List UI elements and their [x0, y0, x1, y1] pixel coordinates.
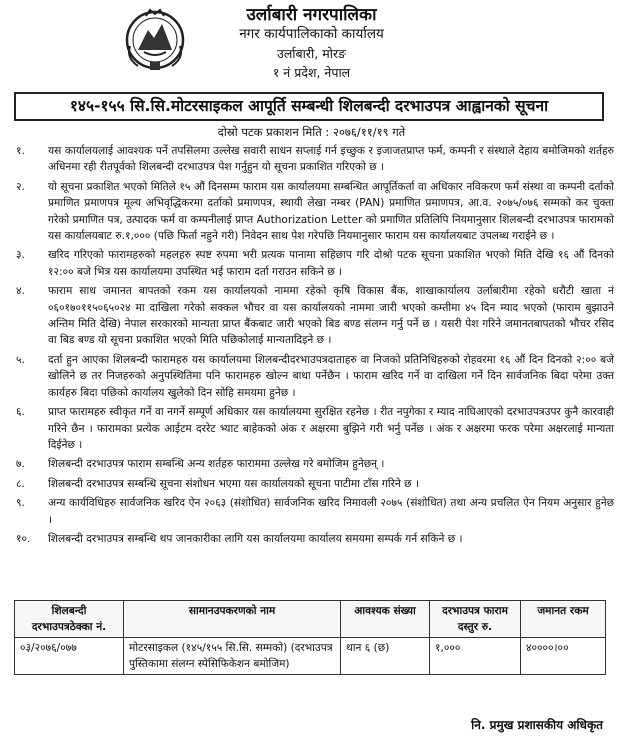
- item-number: १.: [16, 145, 25, 157]
- list-item: [10, 456, 614, 472]
- municipality-name: उर्लाबारी नगरपालिका: [246, 5, 377, 25]
- publication-date: दोस्रो पटक प्रकाशन मिति : २०७६/११/१९ गते: [217, 125, 406, 139]
- item-text: फाराम साथ जमानत बापतको रकम यस कार्यालयको नाममा रहेको कृषि विकास बैंक, शाखाकार्यालय उर्लाबारीमा रहेको धरौटी खाता नं ०६०१७०११५०६५०२४ मा दाखिला गरेको सक्कल भौचर वा यस कार्यालयको नाममा जारी भएको कम्तीमा ४५ दिन म्याद भएको (फाराम बुझाउने अन्तिम मिति देखि) नेपाल सरकारको मान्यता प्राप्त बैंकबाट जारी भएको बिड बण्ड संलग्न गर्नु पर्ने छ । यसरी पेश गरिने जमानतबापतको भौचर रसिद वा बिड बण्ड यो सूचना प्रकाशित भएको मिति पछिकोलाई मान्यतादिइने छ ।: [48, 285, 614, 347]
- province-line: १ नं प्रदेश, नेपाल: [272, 65, 351, 80]
- office-name: नगर कार्यपालिकाको कार्यालय: [239, 26, 384, 42]
- office-address: उर्लाबारी, मोरङ: [276, 46, 347, 61]
- item-text: यस कार्यालयलाई आवश्यक पर्ने तपसिलमा उल्लेख सवारी साधन सप्लाई गर्न इच्छुक र इजाजतप्राप्त फर्म, कम्पनी र संस्थाले देहाय बमोजिमको शर्तहरु अधिनमा रही रीतपूर्वको शिलबन्दी दरभाउपत्र पेश गर्नुहुन यो सूचना प्रकाशित गरिएको छ ।: [48, 145, 614, 174]
- item-text: शिलबन्दी दरभाउपत्र सम्बन्धि सूचना संशोधन भएमा यस कार्यालयको सूचना पाटीमा टाँस गरिने छ ।: [48, 477, 419, 490]
- signatory-title: नि. प्रमुख प्रशासकीय अधिकृत: [471, 718, 603, 732]
- table-row: [15, 638, 606, 675]
- cell-item-name: मोटरसाइकल (१४५/१५५ सि.सि. सम्मको) (दरभाउपत्र पुस्तिकामा संलग्न स्पेसिफिकेशन बमोजिम): [124, 638, 341, 675]
- cell-form-fee: १,०००: [430, 638, 521, 675]
- header-quantity: आवश्यक संख्या: [341, 601, 430, 638]
- item-text: शिलबन्दी दरभाउपत्र फाराम सम्बन्धि अन्य शर्तहरु फाराममा उल्लेख गरे बमोजिम हुनेछन् ।: [48, 458, 385, 471]
- list-item: [10, 247, 614, 280]
- list-item: [10, 179, 614, 245]
- table-header-row: [15, 601, 606, 638]
- list-item: [10, 143, 614, 176]
- tender-table: [14, 600, 606, 675]
- list-item: [10, 476, 614, 492]
- office-header: [0, 6, 623, 82]
- conditions-list: [10, 143, 614, 550]
- list-item: [10, 495, 614, 528]
- item-number: ३.: [16, 249, 25, 262]
- item-number: १०.: [16, 532, 31, 545]
- item-number: ६.: [16, 406, 25, 419]
- notice-title: १४५-१५५ सि.सि.मोटरसाइकल आपूर्ति सम्बन्धी शिलबन्दी दरभाउपत्र आह्वानको सूचना: [14, 92, 604, 121]
- list-item: [10, 404, 614, 453]
- item-text: यो सूचना प्रकाशित भएको मितिले १५ औं दिनसम्म फाराम यस कार्यालयमा सम्बन्धित आपूर्तिकर्ता वा अधिकार नविकरण फर्म संस्था वा कम्पनी दर्ताको प्रमाणित प्रमाणपत्र मूल्य अभिवृद्धिकरमा दर्ताको प्रमाणपत्र, स्थायी लेखा नम्बर (PAN) प्रमाणित प्रमाणपत्र, आ.व. २०७५/०७६ सम्मको कर चुक्ता गरेको प्रमाणित पत्र, उत्पादक फर्म वा कम्पनीलाई प्राप्त Authorization Letter को प्रमाणित प्रतिलिपि नियमानुसार शिलबन्दी दरभाउपत्र फारामको यस कार्यालयबाट रु.१,००० (पछि फिर्ता नहुने गरी) निवेदन साथ पेश गरेपछि नियमानुसार फाराम यस कार्यालयबाट उपलब्ध गराईने छ ।: [48, 180, 614, 243]
- list-item: [10, 283, 614, 349]
- cell-quantity: थान ६ (छ): [341, 638, 430, 675]
- cell-bid-security: ४००००।००: [521, 638, 606, 675]
- item-text: दर्ता हुन आएका शिलबन्दी फारामहरु यस कार्यालयमा शिलबन्दीदरभाउपत्रदाताहरु वा निजको प्रतिनिधिहरुको रोहवरमा १६ औं दिन दिनको २:०० बजे खोलिने छ तर निजहरुको अनुपस्थितिमा पनि फारामहरु खोल्न बाधा पर्नेछैन । फाराम खरिद गर्ने वा दाखिला गर्ने दिन सार्वजनिक बिदा परेमा उक्त कार्यहरु बिदा पछिको कार्यालय खुलेको दिन सोहि समयमा हुनेछ ।: [48, 353, 614, 399]
- item-text: प्राप्त फारामहरु स्वीकृत गर्ने वा नगर्ने सम्पूर्ण अधिकार यस कार्यालयमा सुरक्षित रहनेछ । रीत नपुगेका र म्याद नाघिआएको दरभाउपत्रउपर कुनै कारवाही गरिने छैन । फारामका प्रत्येक आईटम दररेट भ्याट बाहेकको अंक र अक्षरमा बुझिने गरी भर्नु पर्नेछ । अंक र अक्षरमा फरक परेमा अक्षरलाई मान्यता दिईनेछ ।: [48, 406, 614, 451]
- item-text: अन्य कार्यविधिहरु सार्वजनिक खरिद ऐन २०६३ (संशोधित) सार्वजनिक खरिद निमावली २०७५ (संशोधित) तथा अन्य प्रचलित ऐन नियम अनुसार हुनेछ ।: [48, 497, 615, 526]
- item-text: शिलबन्दी दरभाउपत्र सम्बन्धि थप जानकारीका लागि यस कार्यालयमा कार्यालय समयमा सम्पर्क गर्न सकिने छ ।: [48, 532, 463, 545]
- item-text: खरिद गरिएको फारामहरुको महलहरु स्पष्ट रुपमा भरी प्रत्यक पानामा सहिछाप गरि दोश्रो पटक सूचना प्रकाशित भएको मिति देखि १६ औं दिनको १२:०० बजे भित्र यस कार्यालयमा उपस्थित भई फाराम दर्ता गराउन सकिने छ ।: [48, 249, 614, 278]
- item-number: ७.: [16, 458, 25, 471]
- list-item: [10, 352, 614, 401]
- item-number: ९.: [16, 497, 25, 510]
- header-bid-security: जमानत रकम: [521, 601, 606, 638]
- header-contract-number: शिलबन्दी दरभाउपत्रठेक्का नं.: [15, 601, 124, 638]
- item-number: ८.: [16, 477, 25, 490]
- item-number: ४.: [16, 285, 25, 298]
- item-number: २.: [16, 180, 25, 193]
- header-form-fee: दरभाउपत्र फाराम दस्तुर रु.: [430, 601, 521, 638]
- item-number: ५.: [16, 353, 25, 366]
- cell-contract-number: ०३/२०७६/०७७: [15, 638, 124, 675]
- header-item-name: सामानउपकरणको नाम: [124, 601, 341, 638]
- list-item: [10, 531, 614, 547]
